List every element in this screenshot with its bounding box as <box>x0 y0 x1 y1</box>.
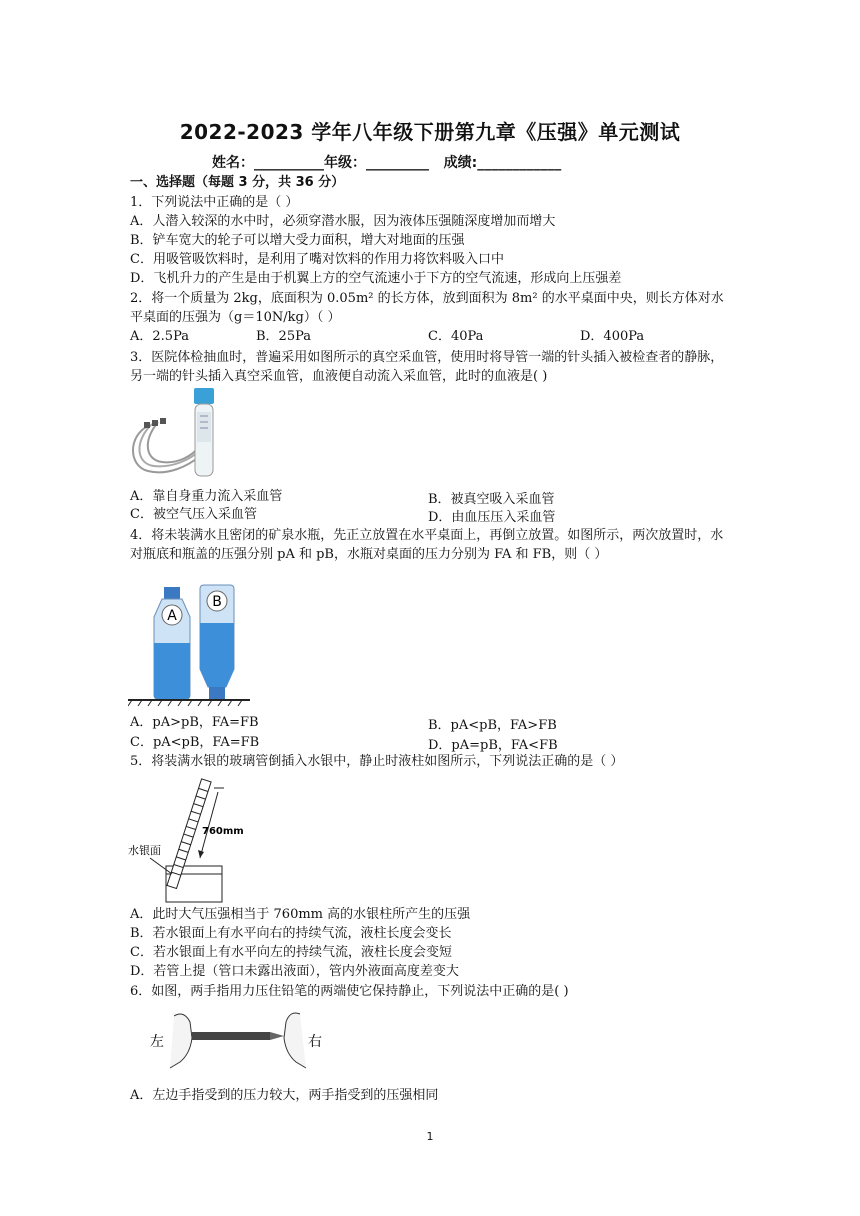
q5-option-a: A．此时大气压强相当于 760mm 高的水银柱所产生的压强 <box>130 907 471 922</box>
q2-option-d: D．400Pa <box>580 329 645 344</box>
mercury-tube-figure <box>128 774 258 906</box>
q4-stem: 4．将未装满水且密闭的矿泉水瓶，先正立放置在水平桌面上，再倒立放置。如图所示，两次放置时，水对瓶底和瓶盖的压强分别 pA 和 pB，水瓶对桌面的压力分别为 FA 和 FB，则（ ） <box>130 528 724 562</box>
q2-option-a: A．2.5Pa <box>130 329 189 344</box>
q5-stem: 5．将装满水银的玻璃管倒插入水银中，静止时液柱如图所示，下列说法正确的是（ ） <box>130 754 624 769</box>
q6-option-a: A．左边手指受到的压力较大，两手指受到的压强相同 <box>130 1088 439 1103</box>
page-title: 2022-2023 学年八年级下册第九章《压强》单元测试 <box>179 120 681 144</box>
q4-option-c: C．pA<pB，FA=FB <box>130 735 260 750</box>
q1-option-d: D．飞机升力的产生是由于机翼上方的空气流速小于下方的空气流速，形成向上压强差 <box>130 271 622 286</box>
page-number: 1 <box>426 1130 434 1143</box>
q2-option-c: C．40Pa <box>428 329 484 344</box>
q3-option-a: A．靠自身重力流入采血管 <box>130 489 283 504</box>
q5-option-c: C．若水银面上有水平向左的持续气流，液柱长度会变短 <box>130 945 452 960</box>
left-label: 左 <box>150 1034 164 1050</box>
bottle-a-label: A <box>167 608 177 624</box>
q2-stem: 2．将一个质量为 2kg，底面积为 0.05m² 的长方体，放到面积为 8m² 的水平桌面中央，则长方体对水平桌面的压强为（g＝10N/kg）（ ） <box>130 291 724 325</box>
tube-length-label: 760mm <box>202 826 244 837</box>
q6-stem: 6．如图，两手指用力压住铅笔的两端使它保持静止，下列说法中正确的是( ) <box>130 984 569 999</box>
q1-stem: 1．下列说法中正确的是（ ） <box>130 195 299 210</box>
section-heading: 一、选择题（每题 3 分，共 36 分） <box>130 175 345 190</box>
q4-option-d: D．pA=pB，FA<FB <box>428 738 558 753</box>
q2-option-b: B．25Pa <box>256 329 312 344</box>
q3-option-c: C．被空气压入采血管 <box>130 507 257 522</box>
q4-option-a: A．pA>pB，FA=FB <box>130 715 259 730</box>
q1-option-c: C．用吸管吸饮料时，是利用了嘴对饮料的作用力将饮料吸入口中 <box>130 252 504 267</box>
pencil-fingers-figure <box>140 1008 340 1070</box>
q3-stem: 3．医院体检抽血时，普遍采用如图所示的真空采血管，使用时将导管一端的针头插入被检查者的静脉，另一端的针头插入真空采血管，血液便自动流入采血管，此时的血液是( ) <box>130 350 724 384</box>
vacuum-blood-tube-figure <box>128 386 228 484</box>
q5-option-b: B．若水银面上有水平向右的持续气流，液柱长度会变长 <box>130 926 452 941</box>
q1-option-a: A．人潜入较深的水中时，必须穿潜水服，因为液体压强随深度增加而增大 <box>130 214 556 229</box>
right-label: 右 <box>308 1034 322 1050</box>
bottle-b-label: B <box>212 594 222 610</box>
q5-option-d: D．若管上提（管口未露出液面），管内外液面高度差变大 <box>130 964 459 979</box>
mercury-surface-label: 水银面 <box>128 844 161 857</box>
q3-option-d: D．由血压压入采血管 <box>428 510 556 525</box>
q4-option-b: B．pA<pB，FA>FB <box>428 718 557 733</box>
water-bottles-figure <box>128 583 250 707</box>
q1-option-b: B．铲车宽大的轮子可以增大受力面积，增大对地面的压强 <box>130 233 465 248</box>
student-info-line: 姓名：__________年级：_________ 成绩:____________ <box>212 155 562 171</box>
q3-option-b: B．被真空吸入采血管 <box>428 492 555 507</box>
